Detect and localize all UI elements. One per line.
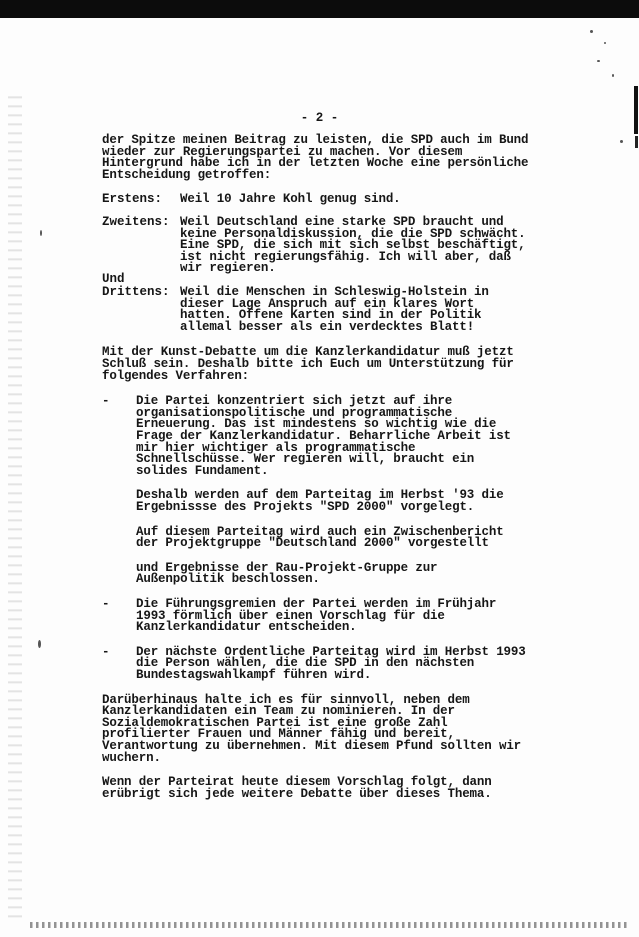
- text-line: Verantwortung zu übernehmen. Mit diesem Pfund sollten wir: [102, 739, 522, 753]
- text-line: Wenn der Parteirat heute diesem Vorschlag folgt, dann: [102, 775, 492, 790]
- reason-label: Drittens:: [102, 285, 170, 299]
- scan-speck: [612, 74, 614, 77]
- scan-edge-mark: [634, 86, 638, 134]
- text-line: dieser Lage Anspruch auf ein klares Wort: [180, 296, 475, 311]
- page-number: - 2 -: [300, 111, 339, 125]
- scan-speck: [597, 60, 600, 62]
- scan-speck: [38, 640, 41, 648]
- scan-top-border: [0, 0, 639, 18]
- text-line: Darüberhinaus halte ich es für sinnvoll, neben dem: [102, 692, 470, 707]
- scan-speck: [604, 42, 606, 44]
- text-line: und Ergebnisse der Rau-Projekt-Gruppe zur: [136, 560, 438, 575]
- text-line: Hintergrund habe ich in der letzten Woche eine persönliche: [102, 156, 529, 171]
- text-line: 1993 förmlich über einen Vorschlag für die: [136, 608, 445, 623]
- text-line: Die Partei konzentriert sich jetzt auf ihre: [136, 394, 453, 409]
- text-line: wuchern.: [102, 750, 161, 765]
- reason-label: Zweitens:: [102, 215, 170, 229]
- text-line: Entscheidung getroffen:: [102, 167, 272, 182]
- text-line: Erneuerung. Das ist mindestens so wichtig wie die: [136, 417, 497, 432]
- text-line: Auf diesem Parteitag wird auch ein Zwischenbericht: [136, 524, 504, 539]
- text-line: Sozialdemokratischen Partei ist eine große Zahl: [102, 715, 448, 730]
- text-line: Weil die Menschen in Schleswig-Holstein in: [180, 285, 489, 299]
- bullet-dash: -: [102, 644, 110, 659]
- bullet-dash: -: [102, 597, 110, 611]
- text-line: Weil Deutschland eine starke SPD braucht und: [180, 215, 504, 229]
- text-line: die Person wählen, die die SPD in den nächsten: [136, 656, 475, 671]
- text-line: Kanzlerkandidatur entscheiden.: [136, 620, 357, 635]
- text-line: Schnellschüsse. Wer regieren will, braucht ein: [136, 452, 475, 467]
- scan-speck: [620, 140, 623, 143]
- text-line: Außenpolitik beschlossen.: [136, 572, 320, 587]
- text-line: wieder zur Regierungspartei zu machen. Vor diesem: [102, 144, 463, 159]
- reason-prefix: Und: [102, 272, 125, 287]
- scan-bottom-noise: [30, 922, 630, 928]
- text-line: keine Personaldiskussion, die die SPD schwächt.: [180, 226, 526, 241]
- text-line: Schluß sein. Deshalb bitte ich Euch um Unterstützung für: [102, 357, 514, 371]
- text-line: Deshalb werden auf dem Parteitag im Herbst '93 die: [136, 488, 504, 503]
- text-line: wir regieren.: [180, 261, 276, 276]
- text-line: ist nicht regierungsfähig. Ich will aber, daß: [180, 249, 511, 264]
- text-line: Frage der Kanzlerkandidatur. Beharrliche Arbeit ist: [136, 429, 511, 443]
- scan-speck: [590, 30, 593, 33]
- text-line: der Spitze meinen Beitrag zu leisten, die SPD auch im Bund: [102, 133, 529, 147]
- text-line: Der nächste Ordentliche Parteitag wird im Herbst 1993: [136, 644, 526, 659]
- text-line: Kanzlerkandidaten ein Team zu nominieren. In der: [102, 704, 455, 719]
- text-line: Weil 10 Jahre Kohl genug sind.: [180, 192, 401, 207]
- text-line: profilierter Frauen und Männer fähig und bereit,: [102, 727, 455, 742]
- scan-left-noise: [8, 90, 22, 920]
- text-line: mir hier wichtiger als programmatische: [136, 440, 416, 455]
- text-line: hatten. Offene Karten sind in der Politik: [180, 308, 482, 323]
- text-line: allemal besser als ein verdecktes Blatt!: [180, 319, 475, 334]
- text-line: erübrigt sich jede weitere Debatte über dieses Thema.: [102, 786, 492, 801]
- bullet-dash: -: [102, 394, 110, 409]
- text-line: Bundestagswahlkampf führen wird.: [136, 668, 372, 682]
- scan-speck: [40, 230, 42, 236]
- text-line: Die Führungsgremien der Partei werden im Frühjahr: [136, 597, 497, 611]
- scan-edge-mark: [635, 136, 638, 148]
- text-line: organisationspolitische und programmatische: [136, 405, 453, 420]
- text-line: folgendes Verfahren:: [102, 368, 250, 383]
- text-line: Eine SPD, die sich mit sich selbst beschäftigt,: [180, 238, 526, 253]
- text-line: solides Fundament.: [136, 463, 269, 478]
- text-line: Ergebnissse des Projekts "SPD 2000" vorgelegt.: [136, 500, 475, 514]
- text-line: Mit der Kunst-Debatte um die Kanzlerkandidatur muß jetzt: [102, 345, 514, 360]
- reason-label: Erstens:: [102, 192, 163, 207]
- text-line: der Projektgruppe "Deutschland 2000" vorgestellt: [136, 536, 489, 551]
